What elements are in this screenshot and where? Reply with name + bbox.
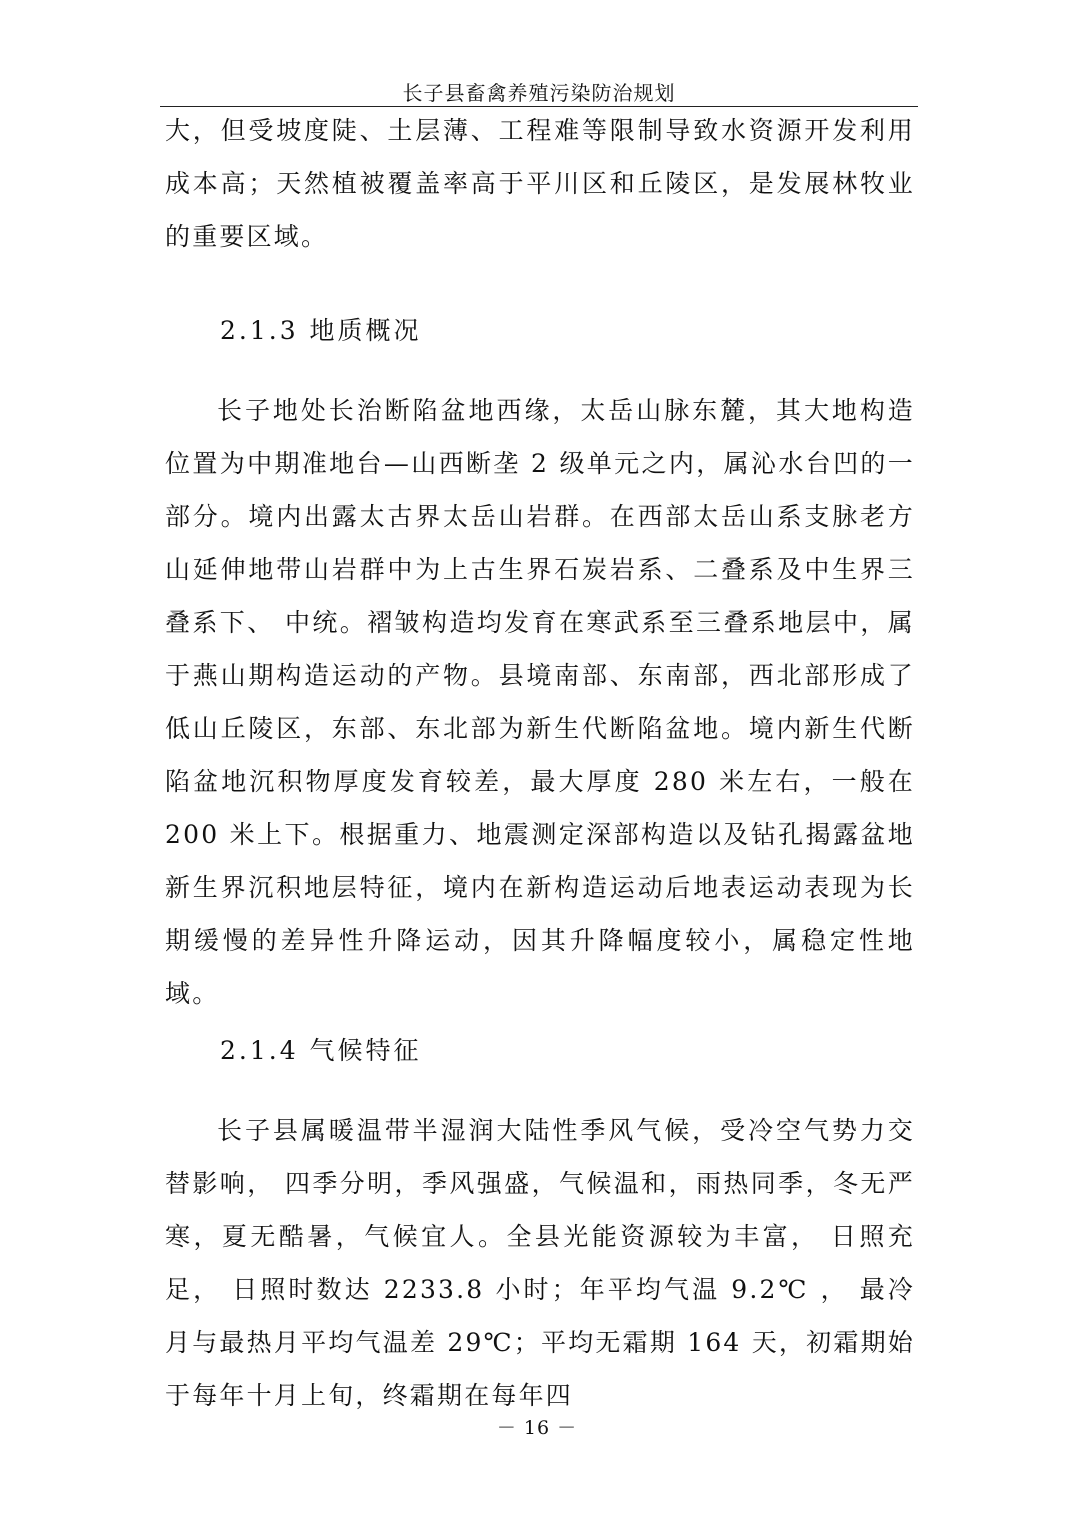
geology-paragraph-block — [165, 384, 915, 1020]
page-number: － 16 － — [496, 1417, 578, 1439]
geology-paragraph: 长子地处长治断陷盆地西缘，太岳山脉东麓，其大地构造位置为中期准地台—山西断垄 2 级单元之内，属沁水台凹的一部分。境内出露太古界太岳山岩群。在西部太岳山系支脉老方山延伸地带山岩群中为上古生界石炭岩系、二叠系及中生界三叠系下、 中统。褶皱构造均发育在寒武系至三叠系地层中，属于燕山期构造运动的产物。县境南部、东南部，西北部形成了低山丘陵区，东部、东北部为新生代断陷盆地。境内新生代断陷盆地沉积物厚度发育较差，最大厚度 280 米左右，一般在 200 米上下。根据重力、地震测定深部构造以及钻孔揭露盆地新生界沉积地层特征，境内在新构造运动后地表运动表现为长期缓慢的差异性升降运动，因其升降幅度较小，属稳定性地域。 — [165, 396, 915, 1008]
continuation-paragraph: 大，但受坡度陡、土层薄、工程难等限制导致水资源开发利用成本高；天然植被覆盖率高于平川区和丘陵区，是发展林牧业的重要区域。 — [165, 116, 915, 251]
running-header: 长子县畜禽养殖污染防治规划 — [160, 80, 918, 107]
continuation-paragraph-block — [165, 104, 915, 263]
section-heading-climate: 2.1.4 气候特征 — [220, 1036, 422, 1065]
climate-paragraph-block — [165, 1104, 915, 1422]
section-heading-geology: 2.1.3 地质概况 — [220, 316, 422, 345]
climate-paragraph: 长子县属暖温带半湿润大陆性季风气候，受冷空气势力交替影响， 四季分明，季风强盛，气候温和，雨热同季，冬无严寒，夏无酷暑，气候宜人。全县光能资源较为丰富， 日照充足， 日照时数达 2233.8 小时；年平均气温 9.2℃ ， 最冷月与最热月平均气温差 29℃；平均无霜期 164 天，初霜期始于每年十月上旬，终霜期在每年四 — [165, 1116, 915, 1410]
